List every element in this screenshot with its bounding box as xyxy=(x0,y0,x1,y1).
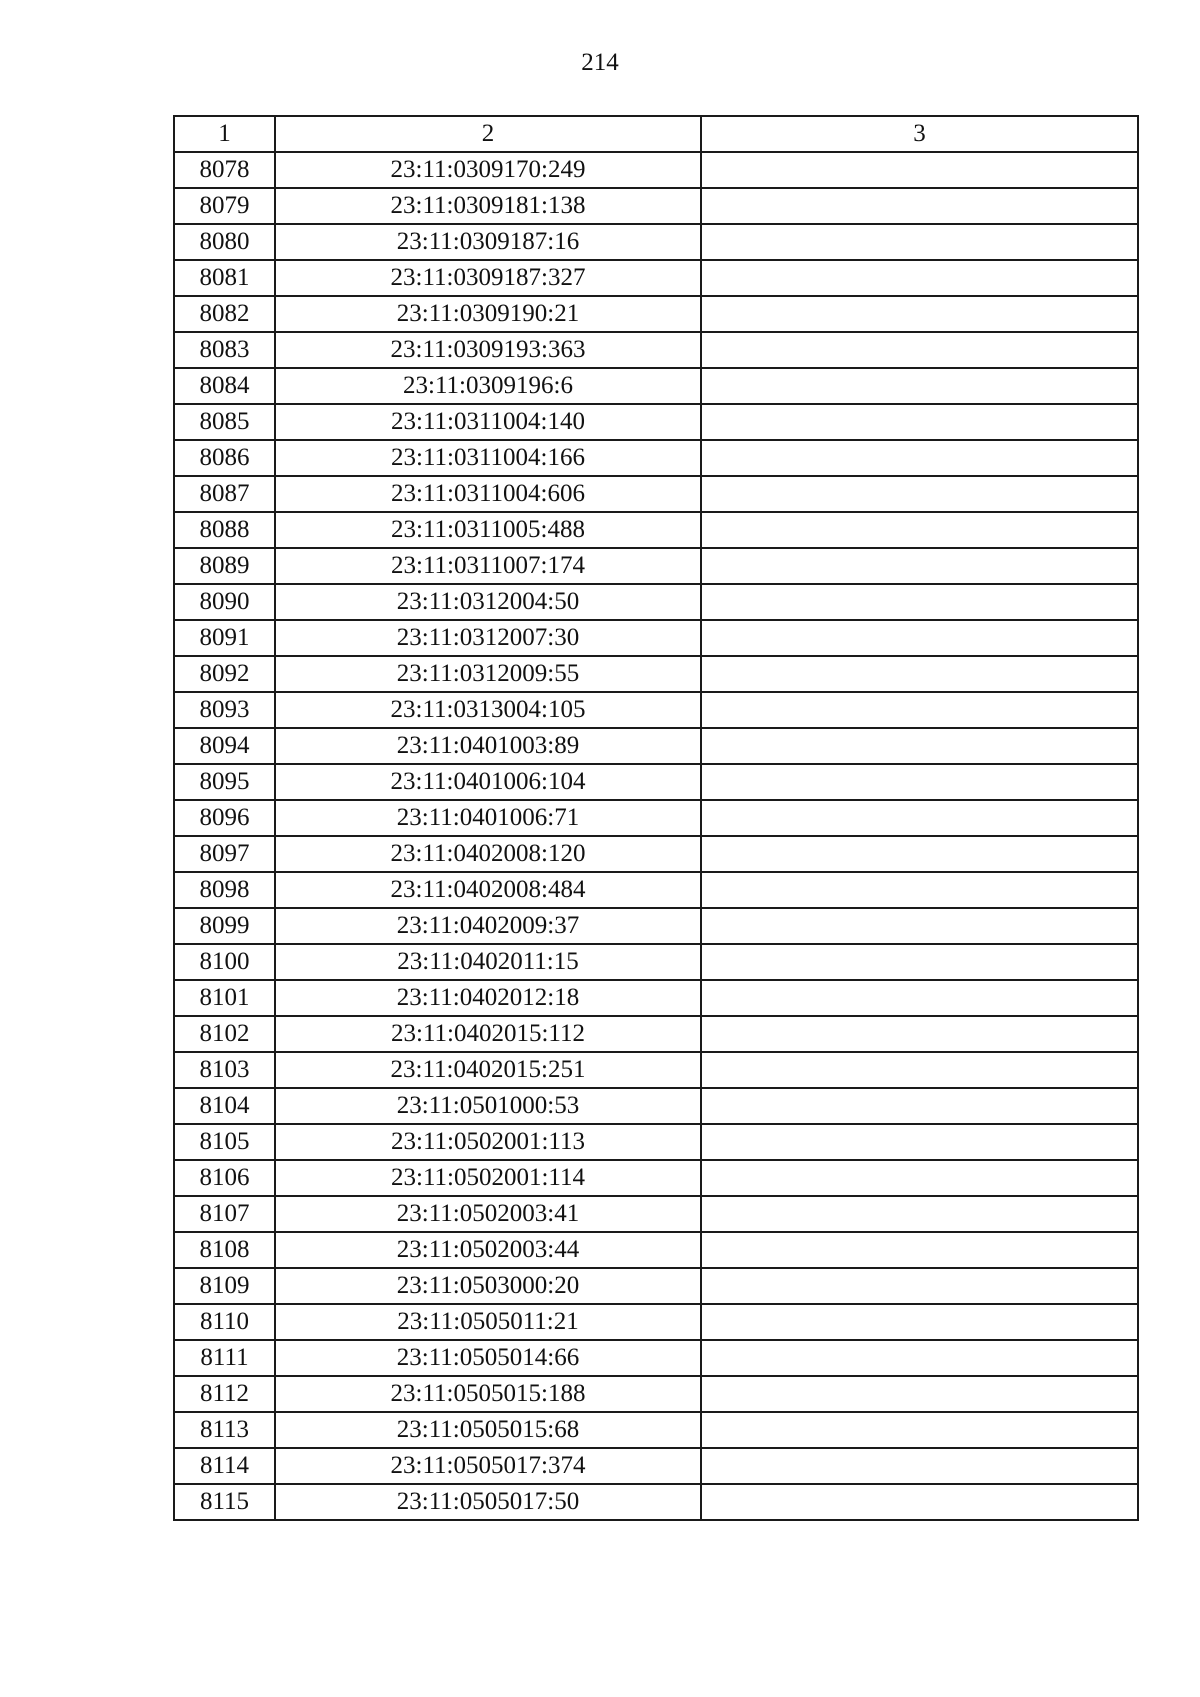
table-row xyxy=(174,476,1138,512)
table-row xyxy=(174,152,1138,188)
notes-cell xyxy=(701,1016,1138,1052)
notes-cell xyxy=(701,836,1138,872)
table-row xyxy=(174,1088,1138,1124)
row-number-cell: 8096 xyxy=(174,800,275,836)
notes-cell xyxy=(701,692,1138,728)
cadastral-number-cell: 23:11:0312007:30 xyxy=(275,620,701,656)
cadastral-number-cell: 23:11:0311007:174 xyxy=(275,548,701,584)
notes-cell xyxy=(701,944,1138,980)
notes-cell xyxy=(701,584,1138,620)
row-number-cell: 8088 xyxy=(174,512,275,548)
table-body xyxy=(174,152,1138,1520)
notes-cell xyxy=(701,440,1138,476)
row-number-cell: 8087 xyxy=(174,476,275,512)
notes-cell xyxy=(701,1124,1138,1160)
notes-cell xyxy=(701,548,1138,584)
notes-cell xyxy=(701,1412,1138,1448)
cadastral-number-cell: 23:11:0311004:166 xyxy=(275,440,701,476)
table-row xyxy=(174,1124,1138,1160)
row-number-cell: 8078 xyxy=(174,152,275,188)
row-number-cell: 8081 xyxy=(174,260,275,296)
row-number-cell: 8097 xyxy=(174,836,275,872)
table-row xyxy=(174,260,1138,296)
row-number-cell: 8100 xyxy=(174,944,275,980)
cadastral-number-cell: 23:11:0505017:50 xyxy=(275,1484,701,1520)
table-row xyxy=(174,980,1138,1016)
row-number-cell: 8106 xyxy=(174,1160,275,1196)
table-row xyxy=(174,1016,1138,1052)
row-number-cell: 8114 xyxy=(174,1448,275,1484)
cadastral-number-cell: 23:11:0309187:16 xyxy=(275,224,701,260)
row-number-cell: 8086 xyxy=(174,440,275,476)
row-number-cell: 8093 xyxy=(174,692,275,728)
notes-cell xyxy=(701,1268,1138,1304)
cadastral-number-cell: 23:11:0309196:6 xyxy=(275,368,701,404)
cadastral-number-cell: 23:11:0401006:71 xyxy=(275,800,701,836)
cadastral-number-cell: 23:11:0313004:105 xyxy=(275,692,701,728)
row-number-cell: 8084 xyxy=(174,368,275,404)
table-row xyxy=(174,1196,1138,1232)
cadastral-number-cell: 23:11:0502001:113 xyxy=(275,1124,701,1160)
cadastral-number-cell: 23:11:0505015:188 xyxy=(275,1376,701,1412)
row-number-cell: 8108 xyxy=(174,1232,275,1268)
table-row xyxy=(174,620,1138,656)
notes-cell xyxy=(701,1196,1138,1232)
cadastral-number-cell: 23:11:0505014:66 xyxy=(275,1340,701,1376)
notes-cell xyxy=(701,1088,1138,1124)
table-row xyxy=(174,1304,1138,1340)
notes-cell xyxy=(701,1304,1138,1340)
notes-cell xyxy=(701,908,1138,944)
cadastral-number-cell: 23:11:0503000:20 xyxy=(275,1268,701,1304)
table-row xyxy=(174,944,1138,980)
notes-cell xyxy=(701,404,1138,440)
cadastral-number-cell: 23:11:0402011:15 xyxy=(275,944,701,980)
notes-cell xyxy=(701,1232,1138,1268)
table-row xyxy=(174,1232,1138,1268)
table-row xyxy=(174,1484,1138,1520)
page-number: 214 xyxy=(581,49,619,76)
cadastral-number-cell: 23:11:0401003:89 xyxy=(275,728,701,764)
row-number-cell: 8085 xyxy=(174,404,275,440)
cadastral-number-cell: 23:11:0402015:112 xyxy=(275,1016,701,1052)
row-number-cell: 8089 xyxy=(174,548,275,584)
row-number-cell: 8109 xyxy=(174,1268,275,1304)
cadastral-number-cell: 23:11:0402008:484 xyxy=(275,872,701,908)
row-number-cell: 8102 xyxy=(174,1016,275,1052)
row-number-cell: 8079 xyxy=(174,188,275,224)
table-row xyxy=(174,908,1138,944)
cadastral-number-cell: 23:11:0311005:488 xyxy=(275,512,701,548)
row-number-cell: 8082 xyxy=(174,296,275,332)
row-number-cell: 8112 xyxy=(174,1376,275,1412)
notes-cell xyxy=(701,188,1138,224)
row-number-cell: 8113 xyxy=(174,1412,275,1448)
cadastral-number-cell: 23:11:0309181:138 xyxy=(275,188,701,224)
table-row xyxy=(174,1052,1138,1088)
row-number-cell: 8111 xyxy=(174,1340,275,1376)
notes-cell xyxy=(701,152,1138,188)
cadastral-number-cell: 23:11:0309190:21 xyxy=(275,296,701,332)
notes-cell xyxy=(701,368,1138,404)
cadastral-number-cell: 23:11:0309187:327 xyxy=(275,260,701,296)
notes-cell xyxy=(701,1160,1138,1196)
cadastral-number-cell: 23:11:0502003:41 xyxy=(275,1196,701,1232)
table-row xyxy=(174,836,1138,872)
table-row xyxy=(174,368,1138,404)
row-number-cell: 8095 xyxy=(174,764,275,800)
cadastral-number-cell: 23:11:0502003:44 xyxy=(275,1232,701,1268)
cadastral-number-cell: 23:11:0402012:18 xyxy=(275,980,701,1016)
table-row xyxy=(174,872,1138,908)
cadastral-number-cell: 23:11:0505017:374 xyxy=(275,1448,701,1484)
notes-cell xyxy=(701,800,1138,836)
row-number-cell: 8090 xyxy=(174,584,275,620)
table-header xyxy=(174,116,1138,152)
row-number-cell: 8107 xyxy=(174,1196,275,1232)
cadastral-number-cell: 23:11:0312009:55 xyxy=(275,656,701,692)
notes-cell xyxy=(701,332,1138,368)
column-header-3: 3 xyxy=(701,116,1138,152)
table-row xyxy=(174,404,1138,440)
cadastral-number-cell: 23:11:0501000:53 xyxy=(275,1088,701,1124)
table-row xyxy=(174,440,1138,476)
table-row xyxy=(174,1412,1138,1448)
table-row xyxy=(174,224,1138,260)
table-row xyxy=(174,1448,1138,1484)
notes-cell xyxy=(701,224,1138,260)
table-row xyxy=(174,1268,1138,1304)
cadastral-number-cell: 23:11:0402008:120 xyxy=(275,836,701,872)
cadastral-table xyxy=(173,115,1139,1521)
notes-cell xyxy=(701,476,1138,512)
table-row xyxy=(174,584,1138,620)
row-number-cell: 8105 xyxy=(174,1124,275,1160)
table-row xyxy=(174,728,1138,764)
row-number-cell: 8104 xyxy=(174,1088,275,1124)
notes-cell xyxy=(701,872,1138,908)
notes-cell xyxy=(701,620,1138,656)
cadastral-number-cell: 23:11:0311004:606 xyxy=(275,476,701,512)
notes-cell xyxy=(701,980,1138,1016)
column-header-2: 2 xyxy=(275,116,701,152)
row-number-cell: 8110 xyxy=(174,1304,275,1340)
notes-cell xyxy=(701,1340,1138,1376)
table-row xyxy=(174,1376,1138,1412)
table-row xyxy=(174,188,1138,224)
notes-cell xyxy=(701,512,1138,548)
table-row xyxy=(174,296,1138,332)
table-row xyxy=(174,656,1138,692)
cadastral-number-cell: 23:11:0309193:363 xyxy=(275,332,701,368)
notes-cell xyxy=(701,1448,1138,1484)
cadastral-number-cell: 23:11:0401006:104 xyxy=(275,764,701,800)
row-number-cell: 8080 xyxy=(174,224,275,260)
cadastral-number-cell: 23:11:0309170:249 xyxy=(275,152,701,188)
row-number-cell: 8115 xyxy=(174,1484,275,1520)
table-row xyxy=(174,764,1138,800)
row-number-cell: 8094 xyxy=(174,728,275,764)
cadastral-number-cell: 23:11:0312004:50 xyxy=(275,584,701,620)
cadastral-number-cell: 23:11:0505011:21 xyxy=(275,1304,701,1340)
notes-cell xyxy=(701,1052,1138,1088)
table-row xyxy=(174,512,1138,548)
table-row xyxy=(174,1340,1138,1376)
table-row xyxy=(174,332,1138,368)
row-number-cell: 8091 xyxy=(174,620,275,656)
row-number-cell: 8099 xyxy=(174,908,275,944)
notes-cell xyxy=(701,1484,1138,1520)
notes-cell xyxy=(701,1376,1138,1412)
table-row xyxy=(174,548,1138,584)
row-number-cell: 8101 xyxy=(174,980,275,1016)
cadastral-number-cell: 23:11:0311004:140 xyxy=(275,404,701,440)
notes-cell xyxy=(701,296,1138,332)
notes-cell xyxy=(701,260,1138,296)
table-row xyxy=(174,692,1138,728)
notes-cell xyxy=(701,728,1138,764)
row-number-cell: 8083 xyxy=(174,332,275,368)
table-row xyxy=(174,800,1138,836)
column-header-1: 1 xyxy=(174,116,275,152)
row-number-cell: 8098 xyxy=(174,872,275,908)
cadastral-number-cell: 23:11:0402015:251 xyxy=(275,1052,701,1088)
notes-cell xyxy=(701,656,1138,692)
row-number-cell: 8103 xyxy=(174,1052,275,1088)
cadastral-number-cell: 23:11:0502001:114 xyxy=(275,1160,701,1196)
header-row xyxy=(174,116,1138,152)
notes-cell xyxy=(701,764,1138,800)
cadastral-number-cell: 23:11:0402009:37 xyxy=(275,908,701,944)
table-row xyxy=(174,1160,1138,1196)
row-number-cell: 8092 xyxy=(174,656,275,692)
cadastral-number-cell: 23:11:0505015:68 xyxy=(275,1412,701,1448)
